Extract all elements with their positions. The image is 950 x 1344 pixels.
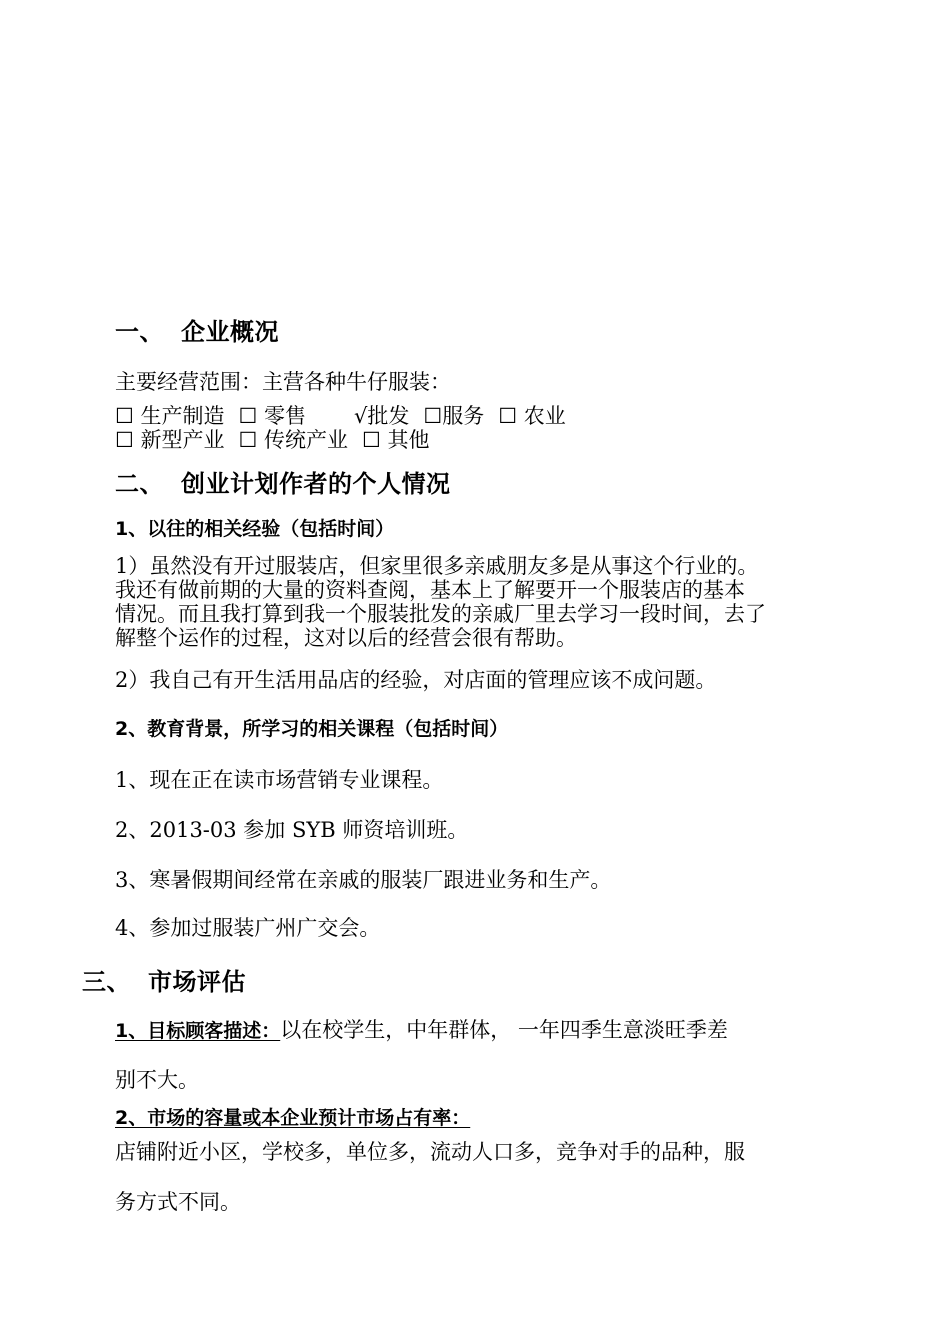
- section-1-number: 一、: [115, 318, 164, 346]
- experience-line: 解整个运作的过程，这对以后的经营会很有帮助。: [115, 626, 577, 650]
- checkbox-retail: ☐ 零售: [238, 404, 307, 428]
- checkbox-traditional-industry: ☐ 传统产业: [238, 428, 349, 452]
- education-item-2: 2、2013-03 参加 SYB 师资培训班。: [115, 818, 469, 842]
- experience-line: 1）虽然没有开过服装店，但家里很多亲戚朋友多是从事这个行业的。: [115, 554, 759, 578]
- checkbox-manufacturing: ☐ 生产制造: [115, 404, 225, 428]
- checkbox-other: ☐ 其他: [362, 428, 430, 452]
- section-3-heading: [82, 962, 246, 997]
- market-capacity-line-1: 店铺附近小区，学校多，单位多，流动人口多，竞争对手的品种，服: [115, 1140, 745, 1164]
- target-customer-line-2: 别不大。: [115, 1068, 199, 1092]
- education-subheading: 2、教育背景，所学习的相关课程（包括时间）: [115, 718, 509, 740]
- education-item-4: 4、参加过服装广州广交会。: [115, 916, 381, 940]
- experience-paragraph-2: 2）我自己有开生活用品店的经验，对店面的管理应该不成问题。: [115, 668, 717, 692]
- target-customer-text: 以在校学生，中年群体， 一年四季生意淡旺季差: [280, 1018, 728, 1042]
- section-2-title: 创业计划作者的个人情况: [181, 470, 451, 498]
- section-3-number: 三、: [82, 968, 131, 996]
- education-item-3: 3、寒暑假期间经常在亲戚的服装厂跟进业务和生产。: [115, 868, 612, 892]
- section-2-heading: [115, 464, 451, 499]
- section-2-number: 二、: [115, 470, 164, 498]
- market-capacity-line-2: 务方式不同。: [115, 1190, 241, 1214]
- experience-line: 我还有做前期的大量的资料查阅，基本上了解要开一个服装店的基本: [115, 578, 745, 602]
- checkbox-new-industry: ☐ 新型产业: [115, 428, 225, 452]
- experience-paragraph-1: [115, 554, 766, 650]
- experience-subheading: 1、以往的相关经验（包括时间）: [115, 518, 395, 540]
- checkbox-wholesale-checked: √批发: [354, 404, 410, 428]
- experience-line: 情况。而且我打算到我一个服装批发的亲戚厂里去学习一段时间，去了: [115, 602, 766, 626]
- target-customer-label: 1、目标顾客描述：: [115, 1020, 281, 1042]
- education-item-1: 1、现在正在读市场营销专业课程。: [115, 768, 444, 792]
- section-1-title: 企业概况: [181, 318, 279, 346]
- checkbox-agriculture: ☐ 农业: [498, 404, 566, 428]
- industry-checkbox-row-2: [115, 428, 430, 452]
- section-1-heading: [115, 312, 279, 347]
- business-scope-line: 主要经营范围：主营各种牛仔服装：: [115, 370, 451, 394]
- industry-checkbox-row-1: [115, 404, 566, 428]
- checkbox-service: ☐服务: [423, 404, 485, 428]
- section-3-title: 市场评估: [148, 968, 246, 996]
- market-capacity-label: 2、市场的容量或本企业预计市场占有率：: [115, 1107, 471, 1129]
- target-customer-line-1: [115, 1014, 728, 1044]
